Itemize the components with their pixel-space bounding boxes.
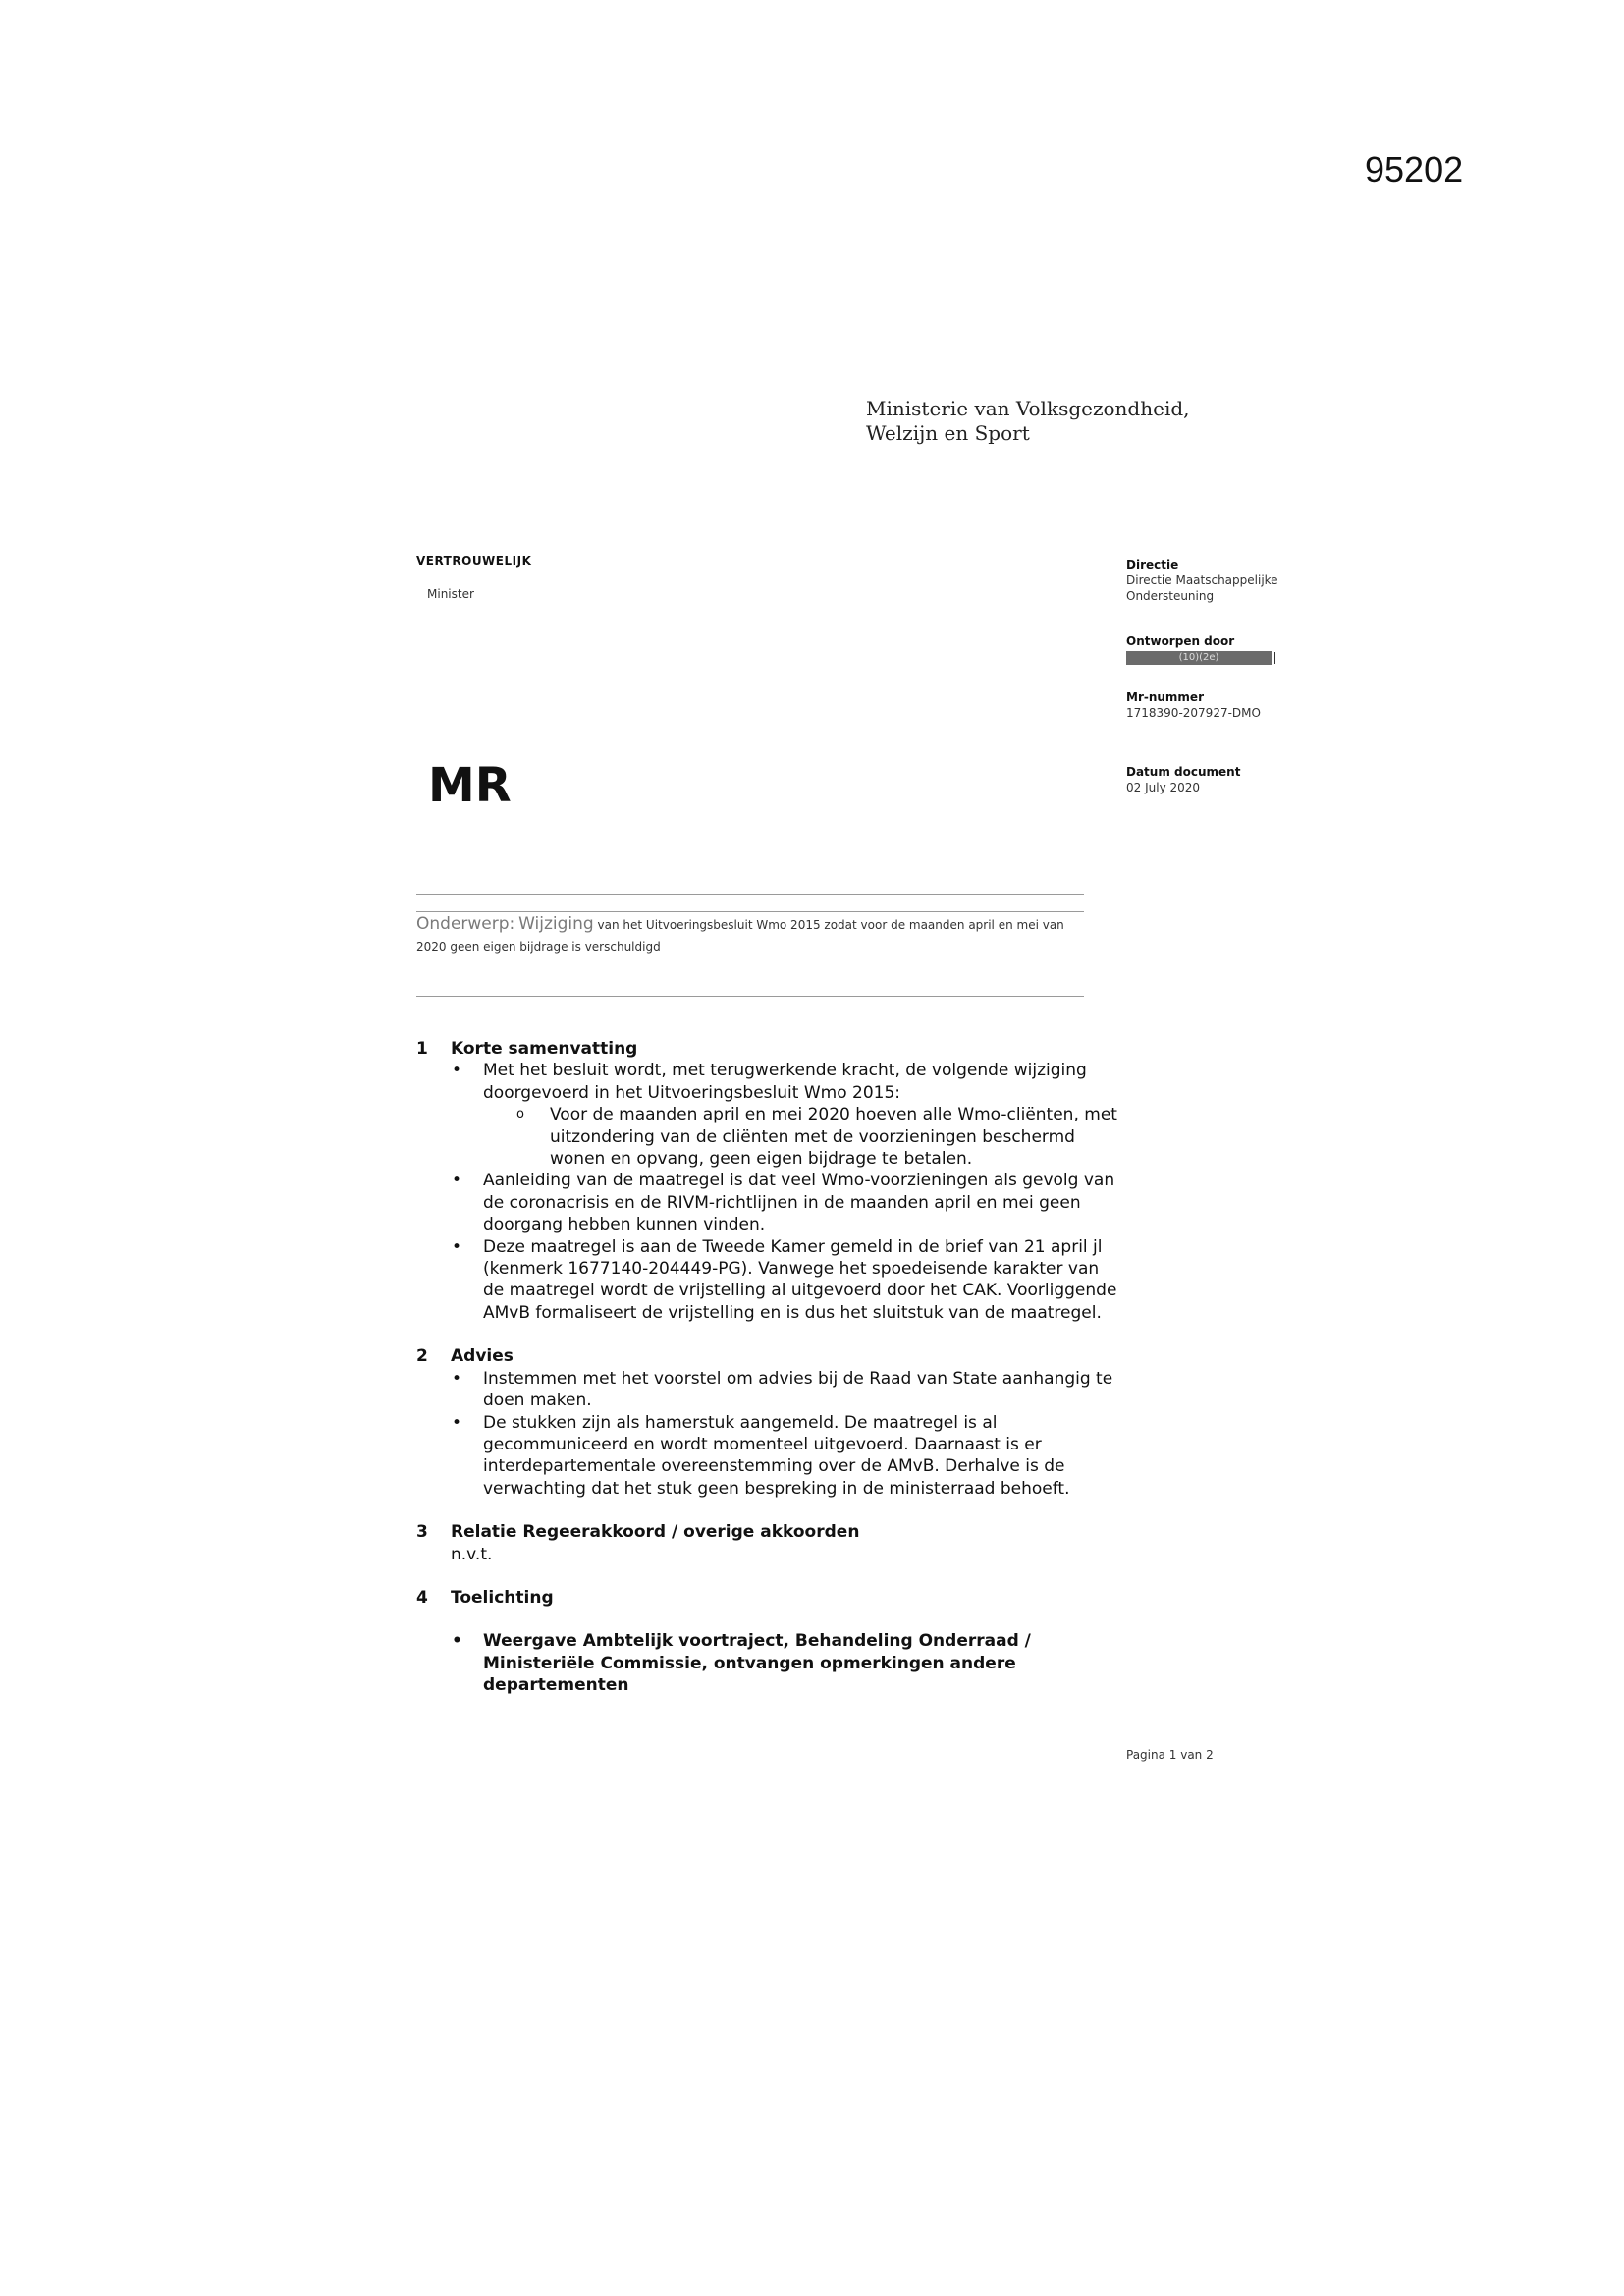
subject-first-word: Wijziging: [518, 914, 594, 934]
section-4-title: Toelichting: [451, 1587, 554, 1608]
meta-directie: [1126, 557, 1278, 604]
redaction-edge: [1272, 652, 1275, 664]
ontworpen-label: Ontworpen door: [1126, 634, 1235, 648]
document-type-heading: MR: [428, 758, 512, 813]
ministry-logo-text: [866, 397, 1190, 446]
recipient: Minister: [427, 587, 474, 601]
s1-bullet-3: Deze maatregel is aan de Tweede Kamer gemeld in de brief van 21 april jl (kenmerk 1677140-204449-PG). Vanwege het spoedeisende karakter van de maatregel wordt de vrijstelling al uitgevoerd door het CAK. Voorliggende AMvB formaliseert de vrijstelling en is dus het sluitstuk van de maatregel.: [483, 1236, 1117, 1323]
datum-label: Datum document: [1126, 765, 1241, 779]
classification-label: VERTROUWELIJK: [416, 554, 532, 568]
s1-bullet-1: Met het besluit wordt, met terugwerkende kracht, de volgende wijziging doorgevoerd in het Uitvoeringsbesluit Wmo 2015:: [483, 1061, 1087, 1103]
s2-bullet-2: De stukken zijn als hamerstuk aangemeld. De maatregel is al gecommuniceerd en wordt momenteel uitgevoerd. Daarnaast is er interdepartementale overeenstemming over de AMvB. Derhalve is de verwachting dat het stuk geen bespreking in de ministerraad behoeft.: [483, 1412, 1070, 1499]
subject-label: Onderwerp:: [416, 914, 515, 934]
document-number: 95202: [1365, 149, 1464, 190]
list-item: [416, 1060, 1123, 1170]
s1-sub-bullet-1: Voor de maanden april en mei 2020 hoeven alle Wmo-cliënten, met uitzondering van de cliënten met de voorzieningen beschermd wonen en opvang, geen eigen bijdrage te betalen.: [550, 1105, 1117, 1170]
list-item: [416, 1368, 1123, 1412]
section-3-number: 3: [416, 1522, 428, 1543]
divider-top: [416, 894, 1084, 895]
page-number: Pagina 1 van 2: [1126, 1748, 1214, 1762]
directie-label: Directie: [1126, 558, 1179, 572]
section-2: [416, 1345, 1123, 1500]
divider-bottom: [416, 996, 1084, 997]
list-item: [416, 1412, 1123, 1501]
section-4: [416, 1587, 1123, 1697]
mr-nummer-value: 1718390-207927-DMO: [1126, 706, 1261, 720]
list-item: [416, 1630, 1123, 1696]
section-2-number: 2: [416, 1346, 428, 1367]
divider-subject: [416, 911, 1084, 912]
s4-bullet-1: Weergave Ambtelijk voortraject, Behandeling Onderraad / Ministeriële Commissie, ontvangen opmerkingen andere departementen: [483, 1631, 1031, 1696]
list-item: [483, 1104, 1123, 1170]
ministry-line-1: Ministerie van Volksgezondheid,: [866, 397, 1190, 420]
meta-ontworpen: [1126, 633, 1275, 665]
meta-mr-nummer: [1126, 689, 1261, 721]
subject-block: [416, 913, 1094, 957]
section-1-number: 1: [416, 1039, 428, 1059]
mr-nummer-label: Mr-nummer: [1126, 690, 1204, 704]
document-body: [416, 1038, 1123, 1697]
list-item: [416, 1170, 1123, 1235]
section-3-title: Relatie Regeerakkoord / overige akkoorden: [451, 1522, 860, 1543]
section-4-number: 4: [416, 1587, 428, 1608]
datum-value: 02 July 2020: [1126, 781, 1201, 794]
s1-bullet-2: Aanleiding van de maatregel is dat veel Wmo-voorzieningen als gevolg van de coronacrisis en de RIVM-richtlijnen in de maanden april en mei geen doorgang hebben kunnen vinden.: [483, 1171, 1115, 1235]
section-1-title: Korte samenvatting: [451, 1039, 638, 1059]
list-item: [416, 1236, 1123, 1325]
section-1: [416, 1038, 1123, 1324]
directie-value-line-1: Directie Maatschappelijke: [1126, 574, 1278, 587]
redaction-box: (10)(2e): [1126, 651, 1272, 665]
s3-text: n.v.t.: [451, 1544, 493, 1564]
section-3: [416, 1521, 1123, 1565]
meta-datum: [1126, 764, 1240, 795]
subject-line-2: 2020 geen eigen bijdrage is verschuldigd: [416, 940, 661, 954]
subject-line-1: van het Uitvoeringsbesluit Wmo 2015 zodat voor de maanden april en mei van: [597, 918, 1064, 932]
directie-value-line-2: Ondersteuning: [1126, 589, 1215, 603]
section-2-title: Advies: [451, 1346, 514, 1367]
ministry-line-2: Welzijn en Sport: [866, 421, 1030, 445]
s2-bullet-1: Instemmen met het voorstel om advies bij de Raad van State aanhangig te doen maken.: [483, 1368, 1113, 1411]
